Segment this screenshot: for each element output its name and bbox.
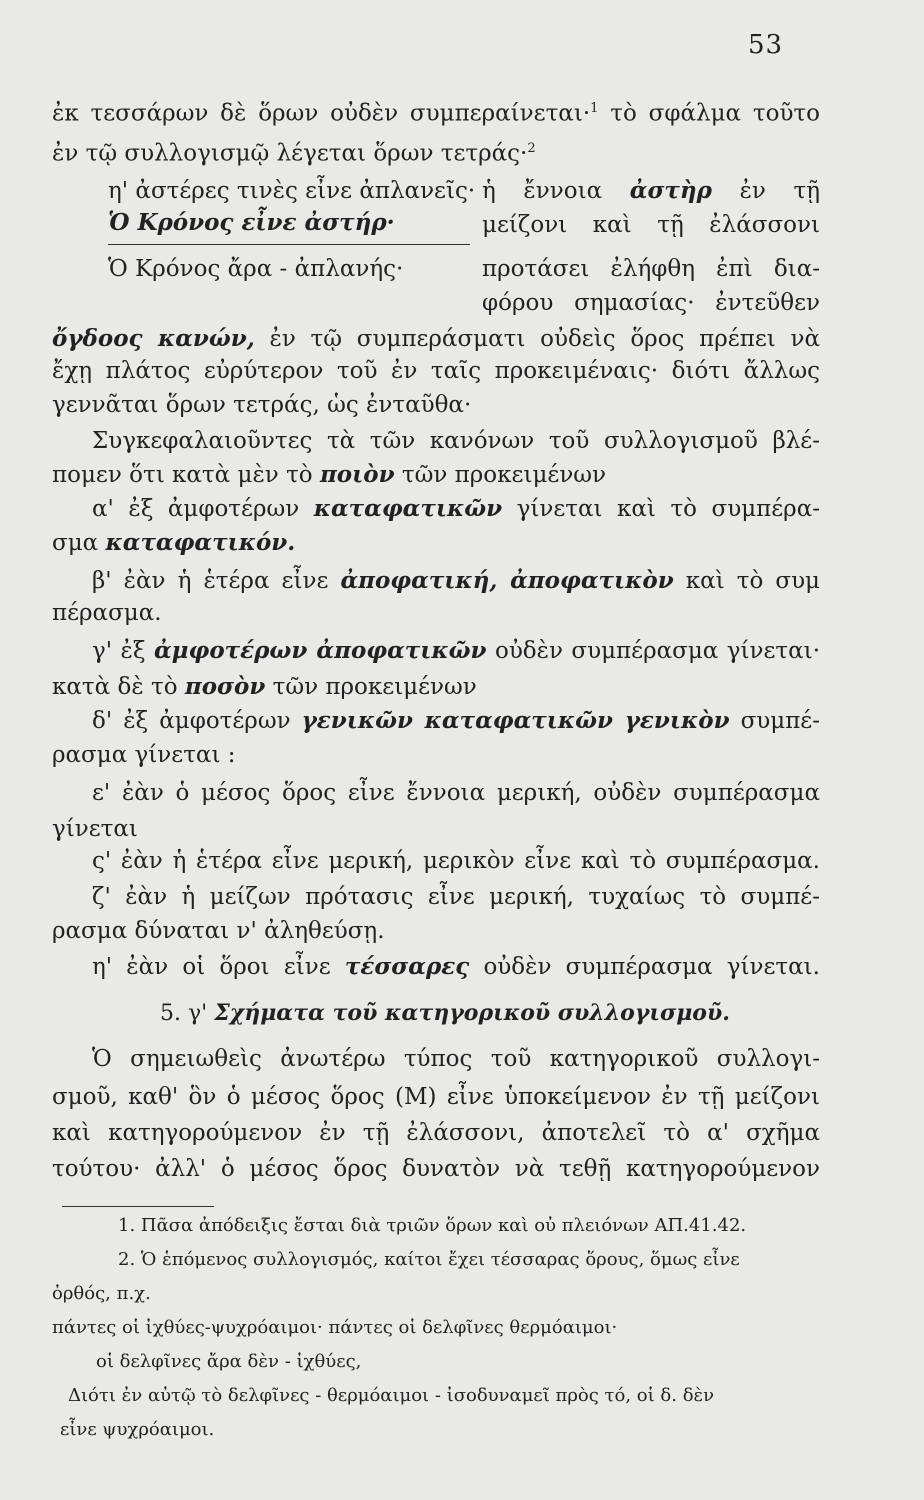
text-span: οὐδὲν συμπέρασμα γίνεται· — [494, 638, 821, 664]
text-line-13 — [92, 494, 820, 524]
text-span: τέσσαρες — [344, 953, 470, 980]
text-line-17 — [92, 636, 820, 666]
text-line-14 — [52, 528, 820, 558]
text-line-16: πέρασμα. — [52, 600, 162, 626]
text-span: δ' ἐξ ἀμφοτέρων — [92, 708, 291, 734]
text-span: ποιὸν — [319, 461, 395, 488]
text-span: οὐδὲν συμπέρασμα γίνεται. — [483, 954, 820, 980]
text-span: τῶν προκειμένων — [272, 674, 477, 700]
text-span: ἐκ τεσσάρων δὲ ὅρων οὐδὲν συμπεραίνεται· — [52, 100, 591, 127]
text-line-22: γίνεται — [52, 816, 138, 842]
footnote-example-line-1: πάντες οἱ ἰχθύες-ψυχρόαιμοι· πάντες οἱ δελφῖνες θερμόαιμοι· — [52, 1317, 618, 1338]
text-span: καταφατικῶν — [313, 495, 503, 522]
text-line-27: Ὁ σημειωθεὶς ἀνωτέρω τύπος τοῦ κατηγορικοῦ συλλογι- — [92, 1046, 820, 1072]
footnote-rule — [62, 1206, 214, 1207]
text-span: ἀμφοτέρων ἀποφατικῶν — [153, 637, 487, 664]
section-title: Σχήματα τοῦ κατηγορικοῦ συλλογισμοῦ. — [214, 1000, 730, 1026]
text-span: συμπέ- — [740, 708, 820, 734]
footnote-example-line-2: οἱ δελφῖνες ἄρα δὲν - ἰχθύες, — [96, 1351, 362, 1372]
text-line-18 — [52, 672, 820, 702]
text-line-11: Συγκεφαλαιοῦντες τὰ τῶν κανόνων τοῦ συλλογισμοῦ βλέ- — [92, 428, 820, 454]
text-line-10: γεννᾶται ὅρων τετράς, ὡς ἐνταῦθα· — [52, 392, 472, 418]
text-line-25: ρασμα δύναται ν' ἀληθεύσῃ. — [52, 918, 385, 944]
text-span: ἐν τῇ — [739, 178, 821, 204]
text-line-20: ρασμα γίνεται : — [52, 742, 236, 768]
text-span: ἐν τῷ συμπεράσματι οὐδεὶς ὅρος πρέπει νὰ — [269, 326, 821, 352]
text-line-21: ε' ἐὰν ὁ μέσος ὅρος εἶνε ἔννοια μερική, οὐδὲν συμπέρασμα — [92, 780, 820, 806]
side-note-line-3: προτάσει ἐλήφθη ἐπὶ δια- — [482, 256, 820, 282]
text-span: ἐν τῷ συλλογισμῷ λέγεται ὅρων τετράς· — [52, 140, 528, 167]
syllogism-premise-minor: Ὁ Κρόνος εἶνε ἀστήρ· — [108, 209, 395, 236]
text-span: ποσὸν — [184, 673, 266, 700]
footnote-example-line-3: Διότι ἐν αὐτῷ τὸ δελφῖνες - θερμόαιμοι - ἰσοδυναμεῖ πρὸς τό, οἱ δ. δὲν — [68, 1385, 715, 1406]
text-line-23: ς' ἐὰν ἡ ἑτέρα εἶνε μερική, μερικὸν εἶνε καὶ τὸ συμπέρασμα. — [92, 848, 820, 874]
text-span: καταφατικόν. — [105, 529, 296, 556]
text-line-2 — [52, 134, 820, 169]
footnote-ref-1: 1 — [590, 101, 599, 116]
side-note-line-2: μείζονι καὶ τῇ ἐλάσσονι — [482, 212, 820, 238]
text-span: ἀποφατική, ἀποφατικὸν — [340, 567, 674, 594]
footnote-example-line-4: εἶνε ψυχρόαιμοι. — [60, 1419, 215, 1440]
text-span: πομεν ὅτι κατὰ μὲν τὸ — [52, 462, 313, 488]
text-span: γ' ἐξ — [92, 638, 146, 664]
text-line-24: ζ' ἐὰν ἡ μείζων πρότασις εἶνε μερική, τυχαίως τὸ συμπέ- — [92, 884, 820, 910]
text-span: β' ἐὰν ἡ ἑτέρα εἶνε — [92, 568, 329, 594]
text-span: γίνεται καὶ τὸ συμπέρα- — [516, 496, 821, 522]
side-note-line-1 — [482, 176, 820, 206]
syllogism-rule — [108, 244, 470, 245]
text-line-19 — [92, 706, 820, 736]
footnote-ref-2: 2 — [527, 141, 536, 156]
text-line-12 — [52, 460, 820, 490]
text-line-15 — [92, 566, 820, 596]
text-span: καὶ τὸ συμ — [685, 568, 820, 594]
side-note-line-4: φόρου σημασίας· ἐντεῦθεν — [482, 290, 820, 316]
section-heading — [160, 998, 760, 1029]
text-span: γενικῶν καταφατικῶν γενικὸν — [301, 707, 730, 734]
text-line-8 — [52, 324, 820, 354]
footnote-2: 2. Ὁ ἑπόμενος συλλογισμός, καίτοι ἔχει τέσσαρας ὅρους, ὅμως εἶνε — [118, 1249, 740, 1270]
footnote-1: 1. Πᾶσα ἀπόδειξις ἔσται διὰ τριῶν ὅρων καὶ οὐ πλειόνων ΑΠ.41.42. — [118, 1215, 747, 1236]
text-span: τῶν προκειμένων — [401, 462, 607, 488]
syllogism-conclusion: Ὁ Κρόνος ἄρα - ἀπλανής· — [108, 256, 404, 282]
page-number: 53 — [748, 30, 784, 60]
text-span: ὄγδοος κανών, — [52, 325, 255, 352]
text-line-29: καὶ κατηγορούμενον ἐν τῇ ἐλάσσονι, ἀποτελεῖ τὸ α' σχῆμα — [52, 1120, 820, 1146]
text-span: κατὰ δὲ τὸ — [52, 674, 178, 700]
text-span: σμα — [52, 530, 99, 556]
text-span: ἡ ἔννοια — [482, 178, 603, 204]
text-line-30: τούτου· ἀλλ' ὁ μέσος ὅρος δυνατὸν νὰ τεθῇ κατηγορούμενον — [52, 1156, 820, 1182]
section-number: 5. γ' — [160, 1001, 208, 1026]
footnote-2-cont: ὀρθός, π.χ. — [52, 1283, 151, 1304]
text-span: η' ἐὰν οἱ ὅροι εἶνε — [92, 954, 331, 980]
syllogism-premise-major: η' ἀστέρες τινὲς εἶνε ἀπλανεῖς· — [108, 178, 476, 204]
text-line-9: ἔχῃ πλάτος εὐρύτερον τοῦ ἐν ταῖς προκειμέναις· διότι ἄλλως — [52, 358, 820, 384]
text-line-28: σμοῦ, καθ' ὃν ὁ μέσος ὅρος (Μ) εἶνε ὑποκείμενον ἐν τῇ μείζονι — [52, 1084, 820, 1110]
text-span: ἀστὴρ — [629, 177, 712, 204]
text-span: τὸ σφάλμα τοῦτο — [610, 100, 820, 127]
text-line-1 — [52, 94, 820, 129]
text-line-26 — [92, 952, 820, 982]
text-span: α' ἐξ ἀμφοτέρων — [92, 496, 300, 522]
